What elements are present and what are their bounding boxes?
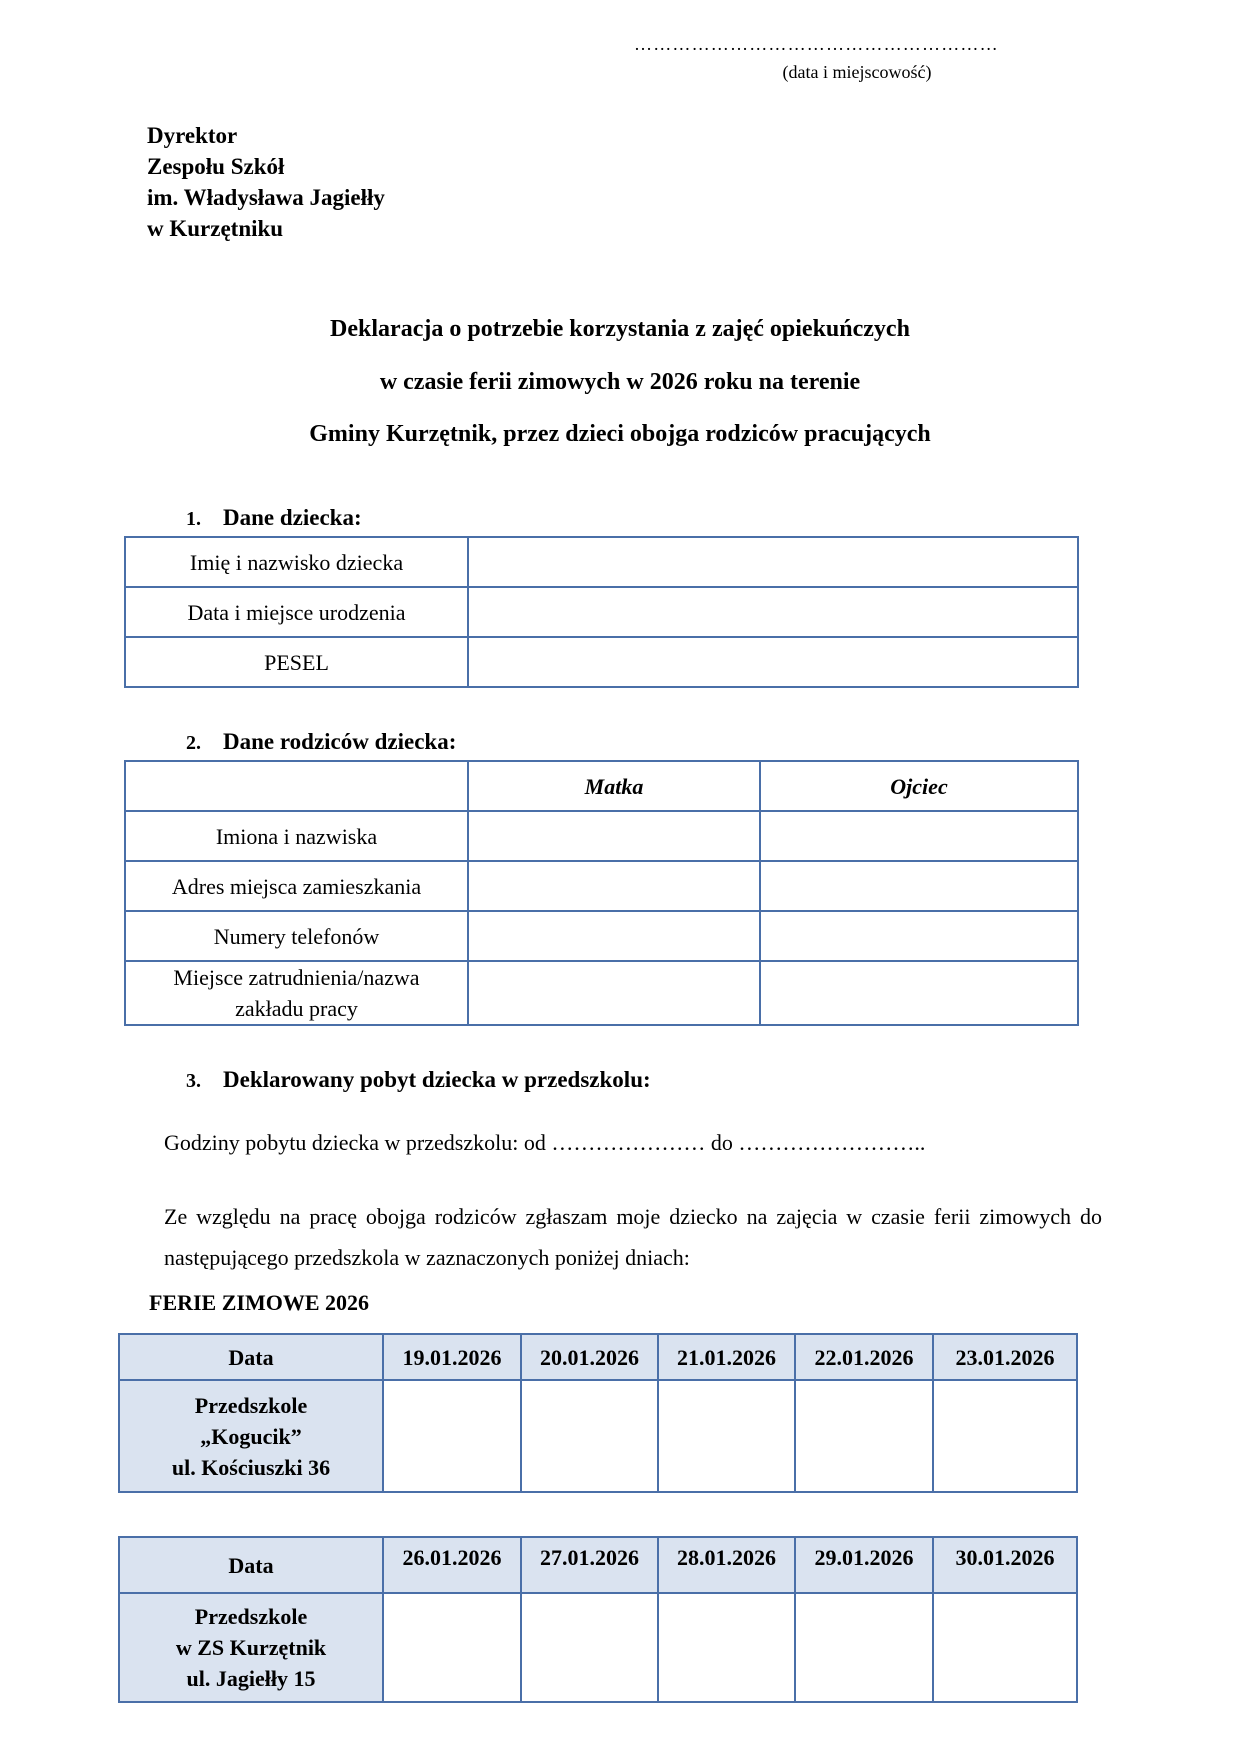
school-name (119, 1593, 383, 1702)
title-line: w czasie ferii zimowych w 2026 roku na terenie (379, 368, 861, 395)
table-row (125, 811, 1078, 861)
day-mark-cell[interactable] (521, 1593, 658, 1702)
addressee-line: w Kurzętniku (147, 216, 284, 241)
row-label: Adres miejsca zamieszkania (125, 861, 468, 911)
school-line: Przedszkole (194, 1392, 308, 1418)
ferie-label: FERIE ZIMOWE 2026 (149, 1290, 370, 1315)
row-label: Imię i nazwisko dziecka (125, 537, 468, 587)
row-label: PESEL (125, 637, 468, 687)
hours-line[interactable]: Godziny pobytu dziecka w przedszkolu: od ………………… do …………………….. (164, 1130, 926, 1155)
addressee-line: Zespołu Szkół (147, 154, 285, 179)
date-place-field[interactable]: ………………………………………………… (634, 34, 999, 54)
title-line: Deklaracja o potrzebie korzystania z zajęć opiekuńczych (330, 316, 910, 342)
addressee-line: Dyrektor (147, 123, 238, 148)
school-line: Przedszkole (194, 1604, 308, 1629)
section-number: 3. (186, 1070, 201, 1092)
date-header: 20.01.2026 (521, 1334, 658, 1380)
table-row (119, 1593, 1077, 1702)
row-label: Data i miejsce urodzenia (125, 587, 468, 637)
father-phone-field[interactable] (760, 911, 1078, 961)
date-header: 27.01.2026 (521, 1537, 658, 1593)
table-row (119, 1380, 1077, 1492)
section-number: 1. (186, 508, 201, 530)
school-line: „Kogucik” (200, 1423, 302, 1449)
date-header-label: Data (119, 1537, 383, 1593)
school-line: ul. Jagiełły 15 (186, 1666, 316, 1691)
date-header: 19.01.2026 (383, 1334, 521, 1380)
date-header-label: Data (119, 1334, 383, 1380)
parents-data-table (124, 760, 1079, 1026)
row-label: Imiona i nazwiska (125, 811, 468, 861)
section-title: Dane rodziców dziecka: (223, 729, 457, 754)
mother-address-field[interactable] (468, 861, 760, 911)
father-names-field[interactable] (760, 811, 1078, 861)
father-employer-field[interactable] (760, 961, 1078, 1025)
date-header: 30.01.2026 (933, 1537, 1077, 1593)
child-data-table (124, 536, 1079, 688)
header-father: Ojciec (760, 761, 1078, 811)
declaration-paragraph: Ze względu na pracę obojga rodziców zgłaszam moje dziecko na zajęcia w czasie ferii zimowych do następującego przedszkola w zaznaczonych poniżej dniach: (164, 1204, 1102, 1270)
mother-employer-field[interactable] (468, 961, 760, 1025)
date-place-caption: (data i miejscowość) (782, 62, 932, 82)
section-number: 2. (186, 732, 201, 754)
child-pesel-field[interactable] (468, 637, 1078, 687)
header-empty (125, 761, 468, 811)
addressee-block (147, 120, 385, 244)
date-header: 21.01.2026 (658, 1334, 795, 1380)
day-mark-cell[interactable] (658, 1593, 795, 1702)
child-birth-field[interactable] (468, 587, 1078, 637)
document-title (120, 303, 1120, 461)
date-header: 23.01.2026 (933, 1334, 1077, 1380)
date-header: 22.01.2026 (795, 1334, 933, 1380)
date-header: 28.01.2026 (658, 1537, 795, 1593)
day-mark-cell[interactable] (521, 1380, 658, 1492)
day-mark-cell[interactable] (933, 1593, 1077, 1702)
school-line: ul. Kościuszki 36 (171, 1454, 331, 1480)
table-row (125, 537, 1078, 587)
table-row (125, 911, 1078, 961)
day-mark-cell[interactable] (795, 1593, 933, 1702)
table-header-row (125, 761, 1078, 811)
row-label-line: Miejsce zatrudnienia/nazwa (173, 965, 420, 990)
row-label: Numery telefonów (125, 911, 468, 961)
day-mark-cell[interactable] (795, 1380, 933, 1492)
section-title: Dane dziecka: (223, 505, 362, 530)
section-3-heading (186, 1067, 651, 1093)
table-row (125, 861, 1078, 911)
date-header: 26.01.2026 (383, 1537, 521, 1593)
father-address-field[interactable] (760, 861, 1078, 911)
day-mark-cell[interactable] (383, 1593, 521, 1702)
table-header-row (119, 1537, 1077, 1593)
header-mother: Matka (468, 761, 760, 811)
title-line: Gminy Kurzętnik, przez dzieci obojga rodziców pracujących (309, 421, 931, 447)
table-row (125, 961, 1078, 1025)
row-label (125, 961, 468, 1025)
mother-names-field[interactable] (468, 811, 760, 861)
section-1-heading (186, 505, 362, 531)
day-mark-cell[interactable] (933, 1380, 1077, 1492)
row-label-line: zakładu pracy (235, 996, 358, 1021)
school-name (119, 1380, 383, 1492)
section-title: Deklarowany pobyt dziecka w przedszkolu: (223, 1067, 651, 1092)
ferie-week1-table (118, 1333, 1078, 1493)
child-name-field[interactable] (468, 537, 1078, 587)
table-header-row (119, 1334, 1077, 1380)
table-row (125, 637, 1078, 687)
addressee-line: im. Władysława Jagiełły (147, 185, 385, 210)
table-row (125, 587, 1078, 637)
day-mark-cell[interactable] (383, 1380, 521, 1492)
date-header: 29.01.2026 (795, 1537, 933, 1593)
section-2-heading (186, 729, 456, 755)
day-mark-cell[interactable] (658, 1380, 795, 1492)
school-line: w ZS Kurzętnik (175, 1635, 327, 1660)
ferie-week2-table (118, 1536, 1078, 1703)
mother-phone-field[interactable] (468, 911, 760, 961)
